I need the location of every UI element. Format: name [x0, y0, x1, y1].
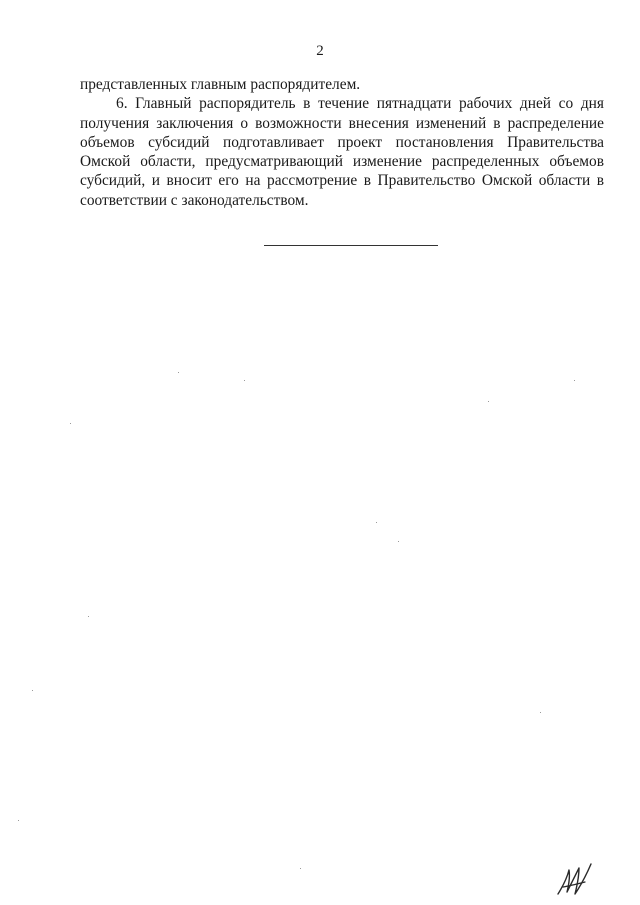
scan-speck [574, 380, 575, 381]
initials-signature-icon [555, 860, 595, 898]
scan-speck [32, 690, 33, 691]
scan-speck [300, 868, 301, 869]
scan-speck [18, 820, 19, 821]
end-separator-line [264, 245, 438, 246]
paragraph-item-6: 6. Главный распорядитель в течение пятнадцати рабочих дней со дня получения заключения о возможности внесения изменений в распределение объемов субсидий подготавливает проект постановления Правительства Омской области, предусматривающий изменение распределенных объемов субсидий, и вносит его на рассмотрение в Правительство Омской области в соответствии с законодательством. [80, 95, 604, 209]
scan-speck [244, 380, 245, 381]
scan-speck [540, 712, 541, 713]
scan-speck [178, 372, 179, 373]
scan-speck [376, 522, 377, 523]
page-number: 2 [316, 43, 324, 59]
scan-speck [488, 401, 489, 402]
scan-speck [70, 423, 71, 424]
paragraph-continuation: представленных главным распорядителем. [80, 76, 361, 93]
document-body [80, 75, 604, 210]
scan-speck [88, 616, 89, 617]
scan-speck [398, 541, 399, 542]
